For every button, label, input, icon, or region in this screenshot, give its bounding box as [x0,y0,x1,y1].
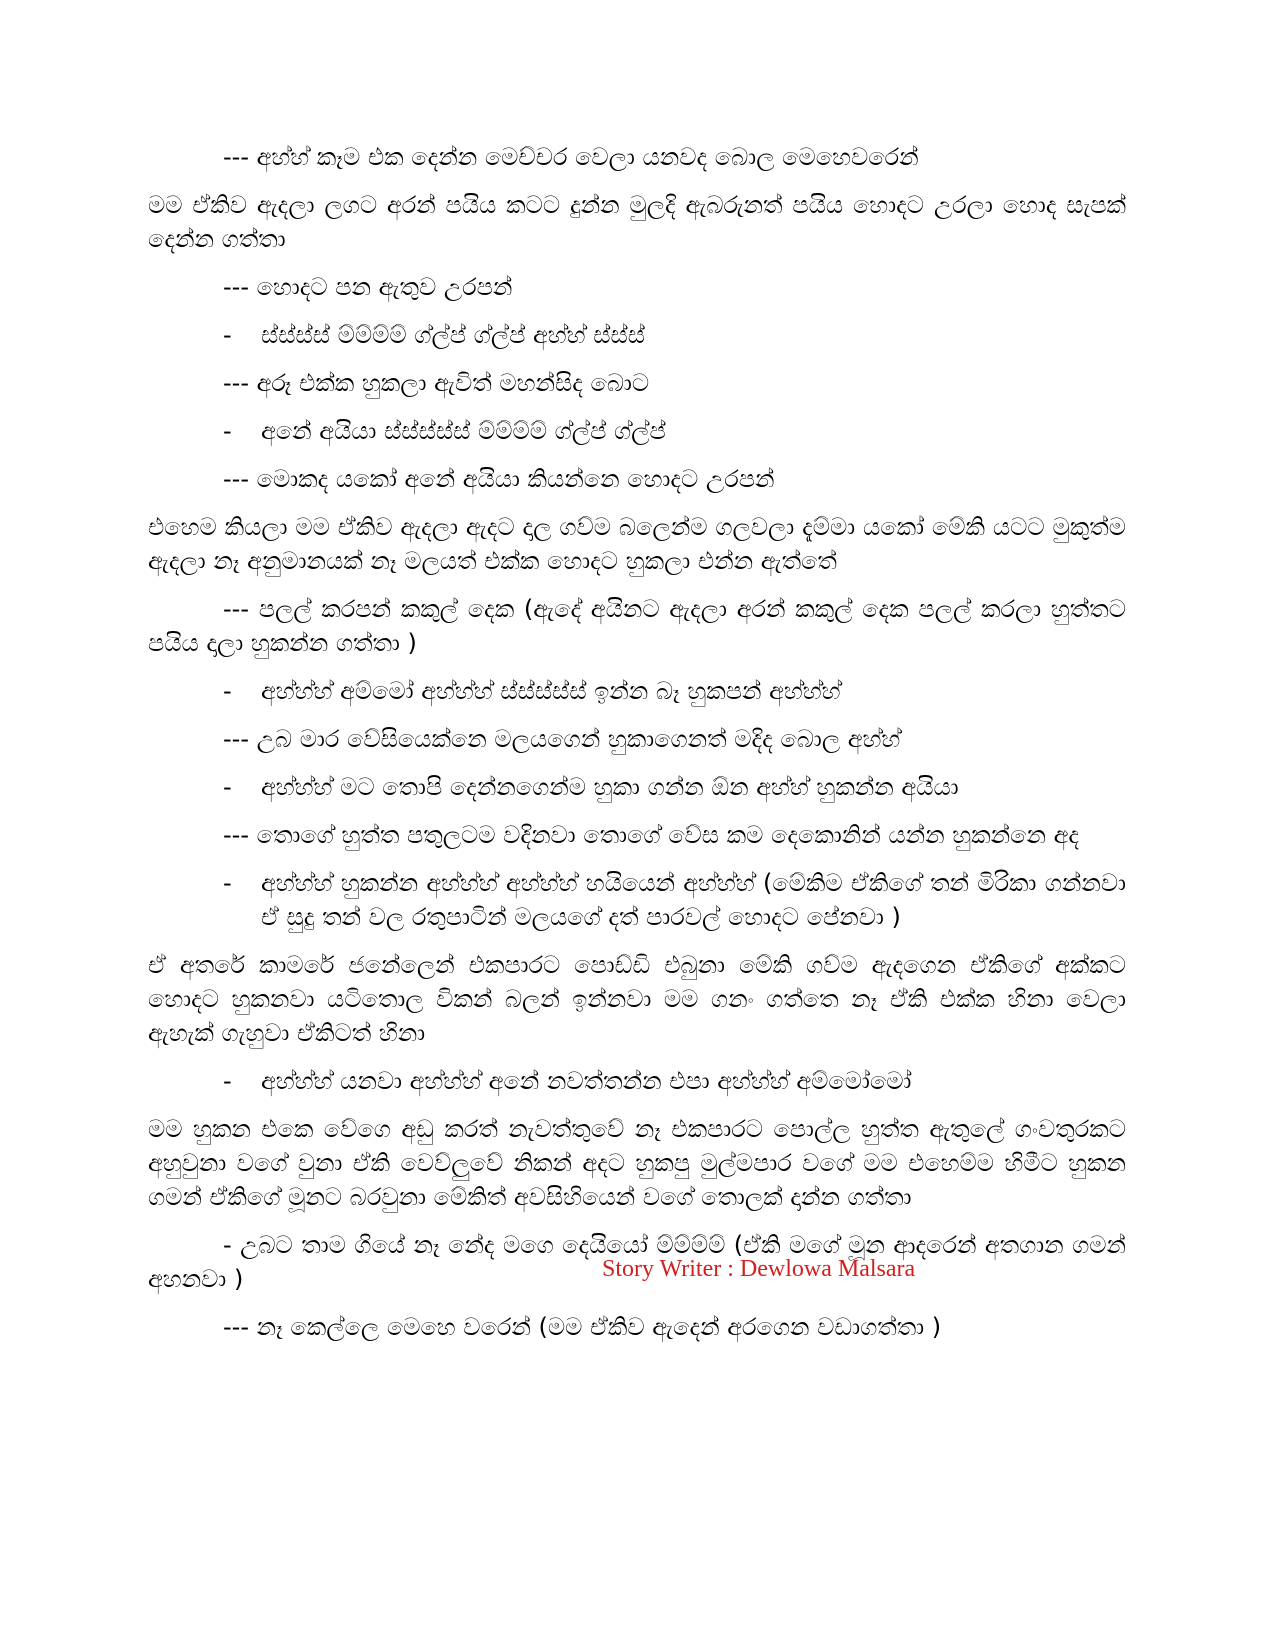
paragraph: එහෙම කියලා මම ඒකිව ඇදලා ඇදට දාල ගව්ම බලෙන්ම ගලවලා දැම්මා යකෝ මේකි යටට මුකුත්ම ඇදලා නෑ අනුමානයක් නෑ මලයත් එක්ක හොදට හුකලා එන්න ඇත්තේ [148,513,1126,575]
bullet-line [223,1064,1126,1098]
dialogue-line: --- උබ මාර වේසියෙක්නෙ මලයගෙන් හුකාගෙනත් මදිද බොල අහ්හ් [223,725,901,753]
paragraph: මම හුකන එකෙ වේගෙ අඩු කරත් නැවත්තුවේ නෑ එකපාරට පොල්ල හුත්ත ඇතුලේ ගංවතුරකට අහුවුනා වගේ වුනා ඒකි වෙව්ලුවේ නිකන් අදට හුකපු මුල්මපාර වගේ මම එහෙම්ම හිමීට හුකන ගමන් ඒකිගේ මූනට බරවුනා මේකිත් අවසිහියෙන් වගේ තොලක් දාන්න ගත්තා [148,1115,1126,1211]
dialogue-line: --- නෑ කෙල්ලෙ මෙහෙ වරෙන් (මම ඒකිව ඇදෙන් අරගෙන වඩාගත්තා ) [223,1313,942,1341]
story-writer-credit: Story Writer : Dewlowa Malsara [602,1256,916,1282]
dialogue-line: --- අහ්හ් කෑම එක දෙන්න මෙච්චර වෙලා යනවද බොල මෙහෙවරෙන් [223,143,919,171]
bullet-text: අනේ අයියා ස්ස්ස්ස්ස් ම්ම්ම්ම් ග්ල්ප් ග්ල්ප් [261,417,666,445]
bullet-mark: - [223,773,232,801]
bullet-mark: - [223,677,232,705]
dialogue-line: --- හොදට පන ඇතුව උරපන් [223,273,513,301]
dialogue-paragraph: --- පලල් කරපන් කකුල් දෙක (ඇදේ අයිනට ඇදලා අරන් කකුල් දෙක පලල් කරලා හුත්තට පයිය දාලා හුකන්න ගත්තා ) [148,595,1126,657]
bullet-text: අහ්හ්හ් මට තොපි දෙන්නගෙන්ම හුකා ගන්න ඕන අහ්හ් හුකන්න අයියා [261,773,959,801]
paragraph: මම ඒකිව ඇදලා ලගට අරන් පයිය කටට දුන්න මුලදි ඇබරුනත් පයිය හොදට උරලා හොද සැපක් දෙන්න ගත්තා [148,191,1126,253]
bullet-line [223,866,1126,934]
bullet-line [223,414,1126,448]
bullet-text: අහ්හ්හ් යනවා අහ්හ්හ් අනේ නවත්තන්න එපා අහ්හ්හ් අම්මෝමෝ [261,1067,912,1095]
bullet-mark: - [223,417,232,445]
bullet-text: ස්ස්ස්ස් ම්ම්ම්ම් ග්ල්ප් ග්ල්ප් අහ්හ් ස්ස්ස් [261,321,645,349]
bullet-line [223,770,1126,804]
dialogue-paragraph: - උබට තාම ගියේ නෑ නේද මගෙ දෙයියෝ ම්ම්ම්ම් (ඒකි මගේ මූන ආදරෙන් අතගාන ගමන් අහනවා ) [148,1231,1126,1293]
paragraph: ඒ අතරේ කාමරේ ජනේලෙන් එකපාරට පොඩ්ඩි එබුනා මේකි ගව්ම ඇදගෙන ඒකිගේ අක්කට හොදට හුකනවා යටිතොල විකන් බලන් ඉන්නවා මම ගනං ගත්තෙ නෑ ඒකි එක්ක හිනා වෙලා ඇහැක් ගැහුවා ඒකිටත් හිනා [148,951,1126,1047]
bullet-mark: - [223,321,232,349]
dialogue-line: --- මොකද යකෝ අනේ අයියා කියන්නෙ හොදට උරපන් [223,465,775,493]
dialogue-line: --- තොගේ හුත්ත පතුලටම වදිනවා තොගේ වේස කම දෙකොනින් යන්න හුකන්නෙ අද [223,821,1080,849]
bullet-text: අහ්හ්හ් හුකන්න අහ්හ්හ් අහ්හ්හ් හයියෙන් අහ්හ්හ් (මේකිම ඒකිගේ තන් මිරිකා ගන්නවා ඒ සුදු තන් වල රතුපාටින් මලයගේ දත් පාරවල් හොදට පේනවා ) [261,869,1126,931]
bullet-text: අහ්හ්හ් අම්මෝ අහ්හ්හ් ස්ස්ස්ස්ස් ඉන්න බෑ හුකපන් අහ්හ්හ් [261,677,841,705]
bullet-line [223,674,1126,708]
bullet-mark: - [223,869,232,897]
bullet-line [223,318,1126,352]
bullet-mark: - [223,1067,232,1095]
dialogue-line: --- අරූ එක්ක හුකලා ඇවිත් මහන්සිද බොට [223,369,650,397]
